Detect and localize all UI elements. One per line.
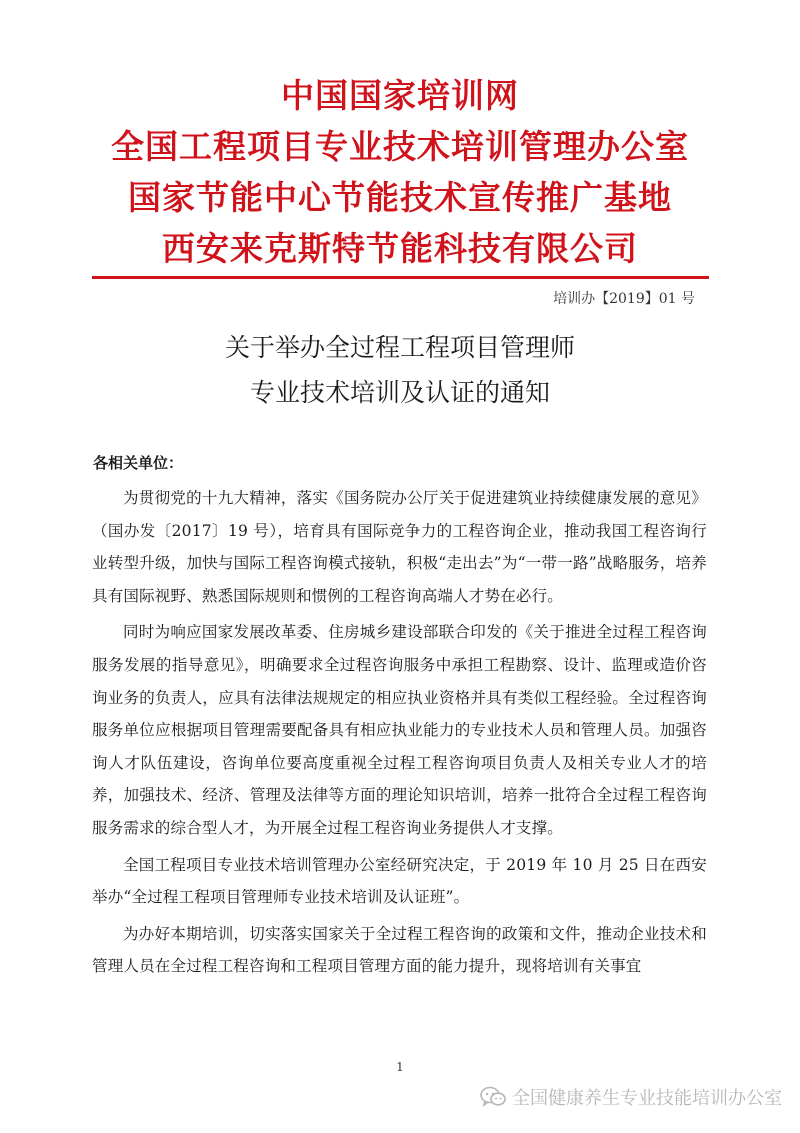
paragraph: 为办好本期培训，切实落实国家关于全过程工程咨询的政策和文件，推动企业技术和管理人员在全过程工程咨询和工程项目管理方面的能力提升，现将培训有关事宜	[92, 924, 707, 976]
title-line-1: 关于举办全过程工程项目管理师	[224, 333, 575, 362]
salutation: 各相关单位：	[93, 454, 184, 472]
letterhead-line-3: 国家节能中心节能技术宣传推广基地	[128, 178, 672, 217]
wechat-watermark	[480, 1084, 782, 1110]
title-line-2: 专业技术培训及认证的通知	[249, 378, 550, 407]
page-number: 1	[396, 1060, 404, 1074]
letterhead-line-2: 全国工程项目专业技术培训管理办公室	[111, 127, 689, 166]
watermark-text: 全国健康养生专业技能培训办公室	[512, 1088, 782, 1109]
paragraph: 为贯彻党的十九大精神，落实《国务院办公厅关于促进建筑业持续健康发展的意见》（国办发〔2017〕19 号），培育具有国际竞争力的工程咨询企业，推动我国工程咨询行业转型升级，加快与国际工程咨询模式接轨，积极“走出去”为“一带一路”战略服务，培养具有国际视野、熟悉国际规则和惯例的工程咨询高端人才势在必行。	[92, 489, 707, 605]
wechat-icon	[480, 1086, 506, 1108]
letterhead-divider	[92, 276, 709, 279]
notice-body	[92, 482, 707, 987]
document-number: 培训办【2019】01 号	[553, 291, 695, 307]
notice-title	[0, 325, 800, 415]
paragraph: 同时为响应国家发展改革委、住房城乡建设部联合印发的《关于推进全过程工程咨询服务发展的指导意见》，明确要求全过程咨询服务中承担工程勘察、设计、监理或造价咨询业务的负责人，应具有法律法规规定的相应执业资格并具有类似工程经验。全过程咨询服务单位应根据项目管理需要配备具有相应执业能力的专业技术人员和管理人员。加强咨询人才队伍建设，咨询单位要高度重视全过程工程咨询项目负责人及相关专业人才的培养，加强技术、经济、管理及法律等方面的理论知识培训，培养一批符合全过程工程咨询服务需求的综合型人才，为开展全过程工程咨询业务提供人才支撑。	[92, 623, 707, 837]
paragraph: 全国工程项目专业技术培训管理办公室经研究决定，于 2019 年 10 月 25 日在西安举办“全过程工程项目管理师专业技术培训及认证班”。	[92, 855, 707, 907]
letterhead-line-1: 中国国家培训网	[281, 76, 519, 115]
letterhead-line-4: 西安来克斯特节能科技有限公司	[162, 229, 638, 268]
letterhead	[0, 70, 800, 274]
